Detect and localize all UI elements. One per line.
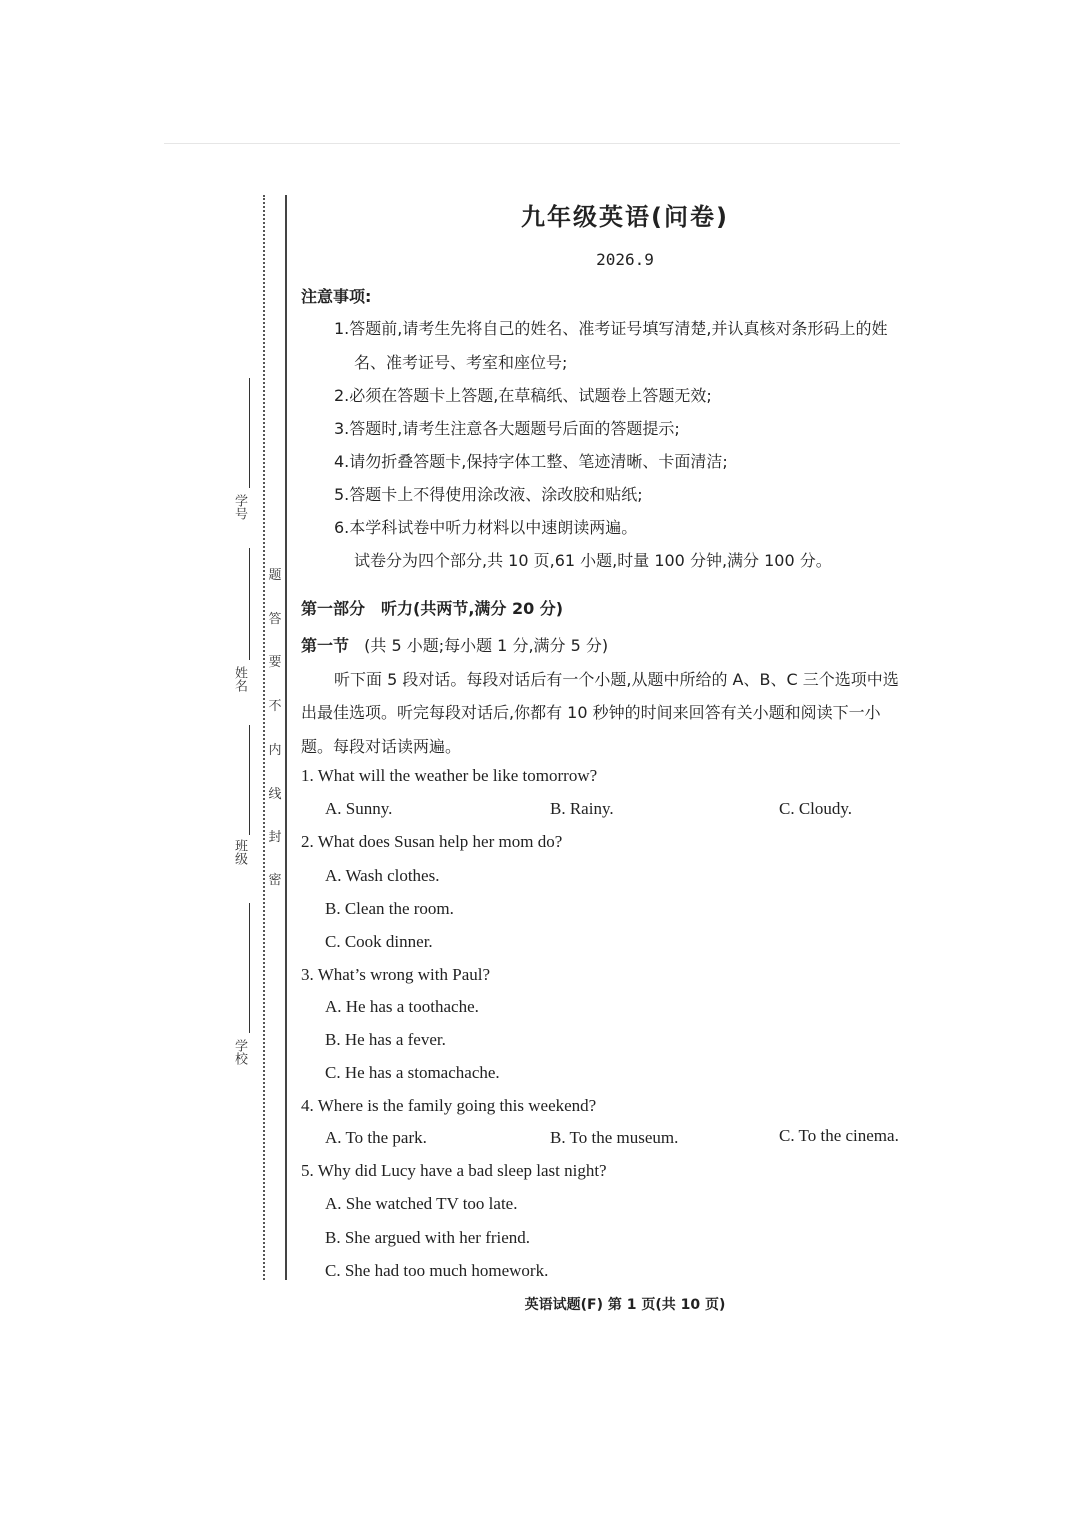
option-a: A. She watched TV too late. [325,1194,518,1213]
notes-heading: 注意事项: [301,287,372,306]
option-b: B. He has a fever. [325,1030,446,1049]
student-id-field [226,378,262,568]
school-label: 学校 [232,1039,247,1065]
notes-summary: 试卷分为四个部分,共 10 页,61 小题,时量 100 分钟,满分 100 分。 [354,551,832,570]
note-item: 4.请勿折叠答题卡,保持字体工整、笔迹清晰、卡面清洁; [334,452,728,471]
note-item: 5.答题卡上不得使用涂改液、涂改胶和贴纸; [334,485,643,504]
name-field [226,548,262,738]
class-field [226,725,262,915]
option-c: C. She had too much homework. [325,1261,549,1280]
option-a: A. Sunny. [325,799,393,818]
instructions-line: 听下面 5 段对话。每段对话后有一个小题,从题中所给的 A、B、C 三个选项中选 [334,670,899,689]
option-a: A. To the park. [325,1128,427,1147]
school-underline [249,903,250,1033]
option-c: C. Cloudy. [779,799,853,818]
note-item: 3.答题时,请考生注意各大题题号后面的答题提示; [334,419,680,438]
instructions-line: 题。每段对话读两遍。 [301,737,462,756]
note-item: 名、准考证号、考室和座位号; [354,353,568,372]
student-id-label: 学号 [232,494,247,520]
note-item: 6.本学科试卷中听力材料以中速朗读两遍。 [334,518,638,537]
seal-char: 不 [268,699,282,714]
instructions-line: 出最佳选项。听完每段对话后,你都有 10 秒钟的时间来回答有关小题和阅读下一小 [301,703,881,722]
top-rule [164,143,900,144]
section1-info: (共 5 小题;每小题 1 分,满分 5 分) [364,636,609,655]
question-stem: 5. Why did Lucy have a bad sleep last night? [301,1161,607,1180]
option-b: B. Clean the room. [325,899,454,918]
option-b: B. To the museum. [550,1128,679,1147]
option-c: C. He has a stomachache. [325,1063,500,1082]
seal-char: 线 [268,787,282,802]
class-underline [249,725,250,835]
option-b: B. She argued with her friend. [325,1228,531,1247]
seal-char: 题 [268,568,282,583]
question-stem: 3. What’s wrong with Paul? [301,965,491,984]
option-c: C. To the cinema. [779,1126,899,1145]
note-item: 2.必须在答题卡上答题,在草稿纸、试题卷上答题无效; [334,386,712,405]
class-label: 班级 [232,839,247,865]
student-id-underline [249,378,250,488]
seal-char: 封 [268,830,282,845]
note-item: 1.答题前,请考生先将自己的姓名、准考证号填写清楚,并认真核对条形码上的姓 [334,319,888,338]
question-stem: 2. What does Susan help her mom do? [301,832,563,851]
school-field [226,903,262,1093]
question-stem: 1. What will the weather be like tomorrow? [301,766,598,785]
question-stem: 4. Where is the family going this weekend? [301,1096,597,1115]
option-c: C. Cook dinner. [325,932,433,951]
name-label: 姓名 [232,666,247,692]
exam-title: 九年级英语(问卷) [521,203,729,231]
binding-solid-line [285,195,287,1280]
option-a: A. He has a toothache. [325,997,479,1016]
option-a: A. Wash clothes. [325,866,440,885]
seal-char: 内 [268,743,282,758]
binding-dotted-line [263,195,265,1280]
option-b: B. Rainy. [550,799,614,818]
page-footer: 英语试题(F) 第 1 页(共 10 页) [524,1297,726,1313]
seal-char: 要 [268,655,282,670]
section1-label: 第一节 [301,636,350,655]
name-underline [249,548,250,660]
seal-char: 密 [268,873,282,888]
seal-char: 答 [268,612,282,627]
exam-date: 2026.9 [596,250,654,269]
part1-heading: 第一部分 听力(共两节,满分 20 分) [301,599,564,618]
section1-heading [301,633,608,656]
